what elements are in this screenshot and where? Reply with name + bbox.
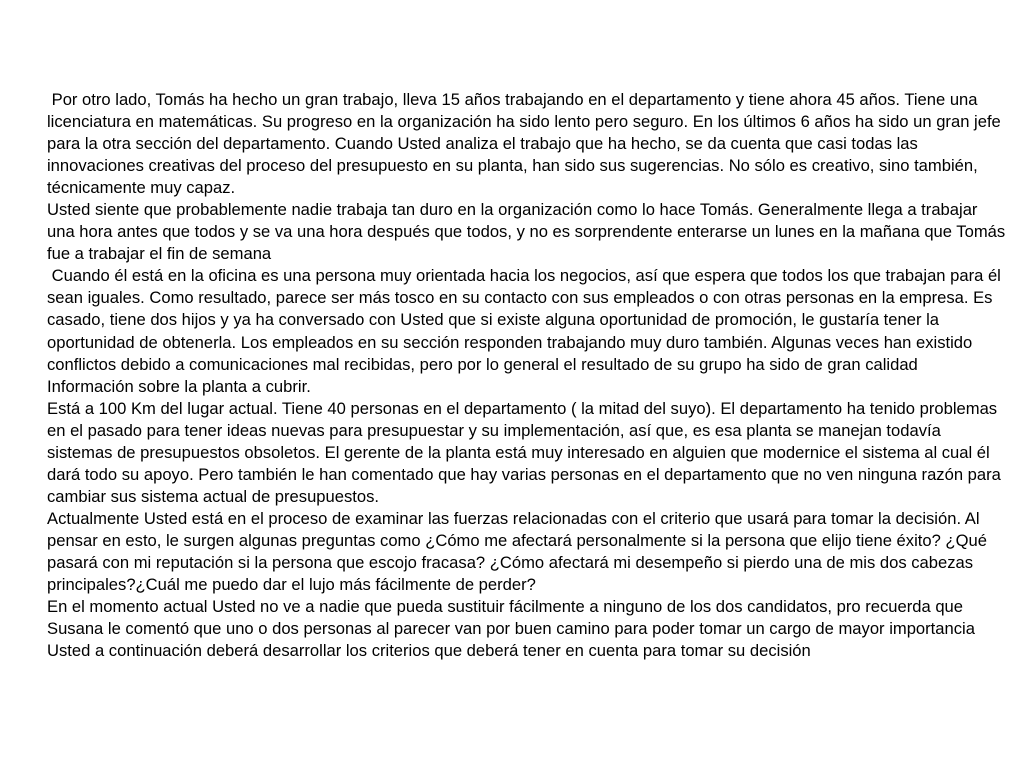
paragraph-tomas-profile: Por otro lado, Tomás ha hecho un gran trabajo, lleva 15 años trabajando en el departamento y tiene ahora 45 años. Tiene una licenciatura en matemáticas. Su progreso en la organización ha sido lento pero seguro. En los últimos 6 años ha sido un gran jefe para la otra sección del departamento. Cuando Usted analiza el trabajo que ha hecho, se da cuenta que casi todas las innovaciones creativas del proceso del presupuesto en su planta, han sido sus sugerencias. No sólo es creativo, sino también, técnicamente muy capaz. [47, 90, 1006, 198]
paragraph-decision-questions: Actualmente Usted está en el proceso de examinar las fuerzas relacionadas con el criterio que usará para tomar la decisión. Al pensar en esto, le surgen algunas preguntas como ¿Cómo me afectará personalmente si la persona que elijo tiene éxito? ¿Qué pasará con mi reputación si la persona que escojo fracasa? ¿Cómo afectará mi desempeño si pierdo una de mis dos cabezas principales?¿Cuál me puedo dar el lujo más fácilmente de perder? [47, 508, 992, 595]
paragraph-tomas-office-behavior: Cuando él está en la oficina es una persona muy orientada hacia los negocios, así que espera que todos los que trabajan para él sean iguales. Como resultado, parece ser más tosco en su contacto con sus empleados o con otras personas en la empresa. Es casado, tiene dos hijos y ya ha conversado con Usted que si existe alguna oportunidad de promoción, le gustaría tener la oportunidad de obtenerla. Los empleados en su sección responden trabajando muy duro también. Algunas veces han existido conflictos debido a comunicaciones mal recibidas, pero por lo general el resultado de su grupo ha sido de gran calidad [47, 266, 1006, 374]
paragraph-tomas-work-ethic: Usted siente que probablemente nadie trabaja tan duro en la organización como lo hace Tomás. Generalmente llega a trabajar una hora antes que todos y se va una hora después que todos, y no es sorprendente enterarse un lunes en la mañana que Tomás fue a trabajar el fin de semana [47, 200, 1010, 264]
paragraph-replacement-note: En el momento actual Usted no ve a nadie que pueda sustituir fácilmente a ninguno de los dos candidatos, pro recuerda que Susana le comentó que uno o dos personas al parecer van por buen camino para poder tomar un cargo de mayor importancia [47, 597, 975, 639]
body-text [47, 89, 1010, 662]
paragraph-plant-info-heading: Información sobre la planta a cubrir. [47, 376, 311, 396]
paragraph-plant-details: Está a 100 Km del lugar actual. Tiene 40 personas en el departamento ( la mitad del suyo). El departamento ha tenido problemas en el pasado para tener ideas nuevas para presupuestar y su implementación, así que, es esa planta se manejan todavía sistemas de presupuestos obsoletos. El gerente de la planta está muy interesado en alguien que modernice el sistema al cual él dará todo su apoyo. Pero también le han comentado que hay varias personas en el departamento que no ven ninguna razón para cambiar sus sistema actual de presupuestos. [47, 398, 1006, 506]
paragraph-instruction: Usted a continuación deberá desarrollar los criterios que deberá tener en cuenta para tomar su decisión [47, 641, 811, 661]
